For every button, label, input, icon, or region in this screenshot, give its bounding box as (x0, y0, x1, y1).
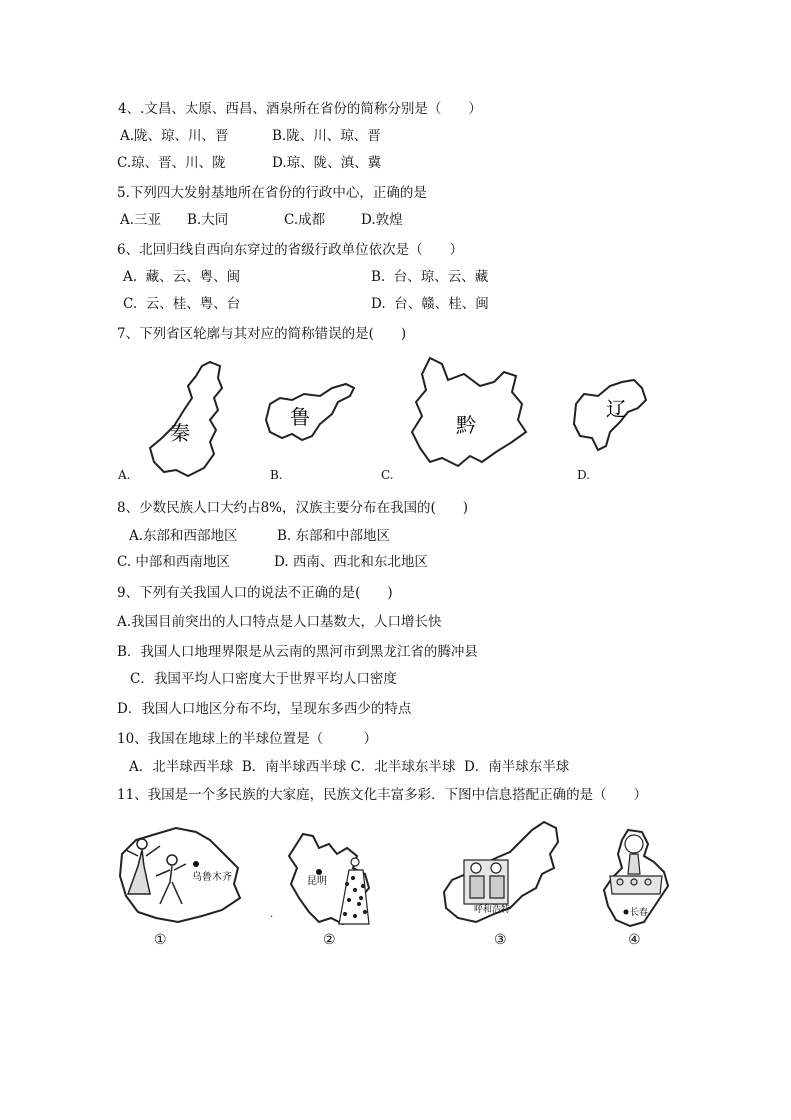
q7-label-qian: 黔 (456, 413, 476, 437)
q11-number-1: ① (154, 932, 167, 948)
wrestlers-illustration (464, 860, 508, 904)
q10-stem: 10、我国在地球上的半球位置是（ ） (117, 731, 378, 747)
q9-stem: 9、下列有关我国人口的说法不正确的是( ) (117, 585, 393, 601)
q11-city-urumqi: 乌鲁木齐 (192, 872, 232, 883)
q10-options: A．北半球西半球 B．南半球西半球 C．北半球东半球 D．南半球东半球 (129, 759, 570, 775)
q7-stem: 7、下列省区轮廓与其对应的简称错误的是( ) (117, 326, 407, 342)
yunnan-map (283, 828, 379, 928)
q6-stem: 6、北回归线自西向东穿过的省级行政单位依次是（ ） (117, 242, 464, 258)
shandong-outline-map (262, 380, 358, 446)
q9-option-d: D．我国人口地区分布不均，呈现东多西少的特点 (117, 701, 412, 717)
q5-option-c: C.成都 (284, 212, 326, 228)
xinjiang-map (116, 824, 244, 926)
liaoning-outline-map (570, 376, 650, 454)
inner-mongolia-map (440, 818, 564, 930)
q11-number-4: ④ (628, 932, 641, 948)
q6-option-d: D. 台、赣、桂、闽 (371, 296, 489, 312)
q7-label-lu: 鲁 (290, 405, 310, 429)
changchun-dot (624, 910, 629, 915)
shaanxi-outline-map (140, 358, 230, 480)
q11-number-3: ③ (494, 932, 507, 948)
q8-stem: 8、少数民族人口大约占8%，汉族主要分布在我国的( ) (117, 500, 469, 516)
q4-stem: 4、.文昌、太原、西昌、酒泉所在省份的简称分别是（ ） (118, 101, 482, 117)
q7-option-c: C. (381, 468, 394, 482)
q11-city-changchun: 长春 (630, 908, 649, 918)
q11-stem: 11、我国是一个多民族的大家庭，民族文化丰富多彩．下图中信息搭配正确的是（ ） (117, 787, 648, 803)
q11-city-kunming: 昆明 (307, 876, 327, 887)
q6-option-b: B. 台、琼、云、藏 (371, 269, 489, 285)
q4-option-a: A.陇、琼、川、晋 (120, 128, 229, 144)
q5-option-a: A.三亚 (120, 212, 162, 228)
stray-dot: . (270, 909, 274, 920)
q7-label-qin: 秦 (170, 421, 190, 445)
q8-option-c: C. 中部和西南地区 (117, 554, 230, 570)
q8-option-b: B. 东部和中部地区 (277, 528, 391, 544)
q6-option-a: A. 藏、云、粤、闽 (123, 269, 241, 285)
q5-stem: 5.下列四大发射基地所在省份的行政中心，正确的是 (117, 185, 427, 201)
q9-option-c: C．我国平均人口密度大于世界平均人口密度 (130, 671, 397, 687)
q11-city-hohhot: 呼和浩特 (474, 905, 511, 915)
q5-option-b: B.大同 (187, 212, 229, 228)
q4-option-d: D.琼、陇、滇、冀 (272, 155, 382, 171)
q7-option-a: A. (118, 468, 131, 482)
q7-option-b: B. (270, 468, 283, 482)
q7-label-liao: 辽 (606, 397, 626, 421)
q9-option-b: B．我国人口地理界限是从云南的黑河市到黑龙江省的腾冲县 (117, 644, 478, 660)
q5-option-d: D.敦煌 (361, 212, 403, 228)
q11-number-2: ② (323, 932, 336, 948)
q7-option-d: D. (577, 468, 591, 482)
q8-option-a: A.东部和西部地区 (129, 528, 238, 544)
urumqi-dot (193, 861, 199, 867)
kunming-dot (316, 869, 322, 875)
jilin-map (598, 826, 672, 934)
guizhou-outline-map (408, 352, 534, 474)
q8-option-d: D. 西南、西北和东北地区 (274, 554, 428, 570)
q4-option-c: C.琼、晋、川、陇 (117, 155, 226, 171)
q6-option-c: C. 云、桂、粤、台 (123, 296, 241, 312)
q4-option-b: B.陇、川、琼、晋 (272, 128, 381, 144)
q9-option-a: A.我国目前突出的人口特点是人口基数大，人口增长快 (117, 614, 442, 630)
